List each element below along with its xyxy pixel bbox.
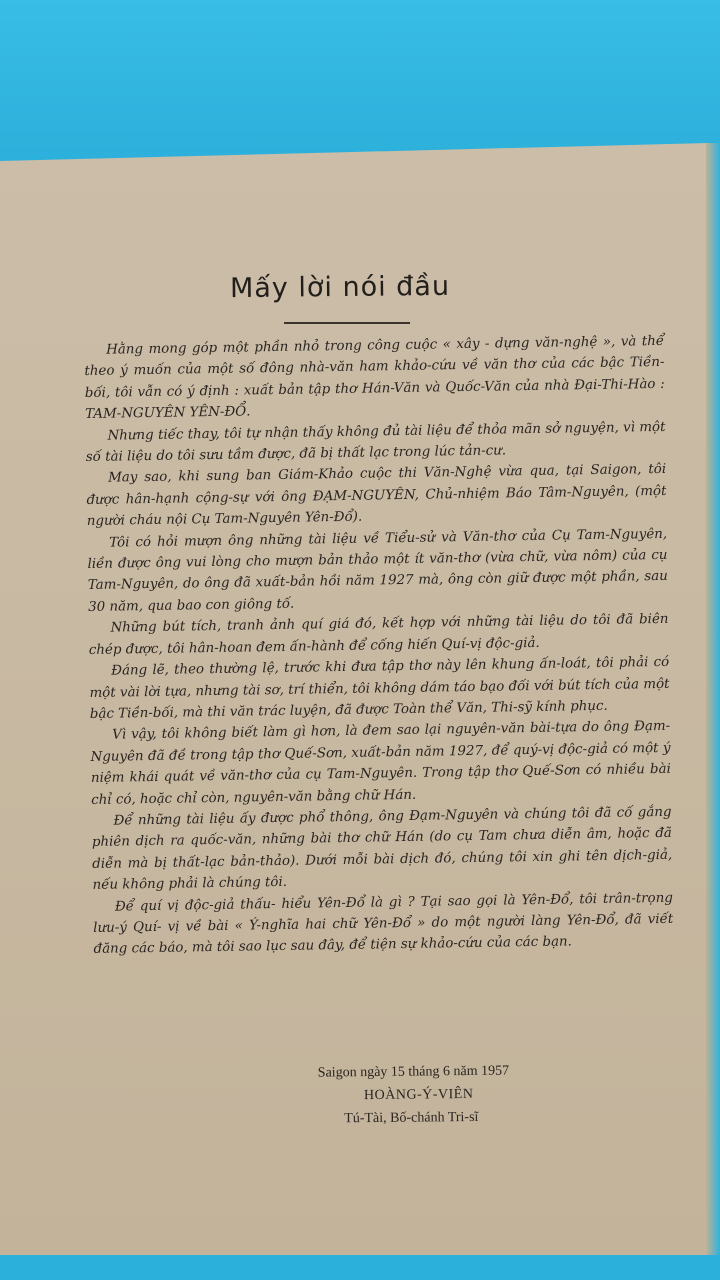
title-underline <box>284 322 410 324</box>
page-title: Mấy lời nói đầu <box>229 270 451 305</box>
paragraph: Nhưng tiếc thay, tôi tự nhận thấy không đủ tài liệu để thỏa mãn sở nguyện, vì một số tài liệu do tôi sưu tầm được, đã bị thất lạc trong lúc tản-cư. <box>85 419 666 466</box>
paragraph: Để quí vị độc-giả thấu- hiểu Yên-Đổ là gì ? Tại sao gọi là Yên-Đổ, tôi trân-trọng lưu-ý Quí- vị về bài « Ý-nghĩa hai chữ Yên-Đổ » do một người làng Yên-Đổ, đã viết đăng các báo, mà tôi sao lục sau đây, để tiện sự khảo-cứu của các bạn. <box>93 890 674 958</box>
paragraph: Đáng lẽ, theo thường lệ, trước khi đưa tập thơ này lên khung ấn-loát, tôi phải có một vài lời tựa, nhưng tài sơ, trí thiển, tôi không dám táo bạo đối với bút tích của một bậc Tiền-bối, mà thi văn trác luyện, đã được Toàn thể Văn, Thi-sỹ kính phục. <box>89 654 670 722</box>
paragraph: Hằng mong góp một phần nhỏ trong công cuộc « xây - dựng văn-nghệ », và thể theo ý muốn của một số đông nhà-văn ham khảo-cứu về văn thơ của các bậc Tiền-bối, tôi vẫn có ý định : xuất bản tập thơ Hán-Văn và Quốc-Văn của nhà Đại-Thi-Hào : TAM-NGUYÊN YÊN-ĐỔ. <box>84 333 665 423</box>
signature-credentials: Tú-Tài, Bố-chánh Tri-sĩ <box>344 1109 479 1127</box>
signature-place-date: Saigon ngày 15 tháng 6 năm 1957 <box>317 1063 510 1081</box>
paragraph: Tôi có hỏi mượn ông những tài liệu về Tiểu-sử và Văn-thơ của Cụ Tam-Nguyên, liền được ông vui lòng cho mượn bản thảo một ít văn-thơ (vừa chữ, vừa nôm) của cụ Tam-Nguyên, do ông đã xuất-bản hồi năm 1927 mà, ông còn giữ được một phần, sau 30 năm, qua bao con giông tố. <box>87 526 668 615</box>
paragraph: Vì vậy, tôi không biết làm gì hơn, là đem sao lại nguyên-văn bài-tựa do ông Đạm-Nguyên đã đề trong tập thơ Quế-Sơn, xuất-bản năm 1927, để quý-vị độc-giả có một ý niệm khái quát về văn-thơ của cụ Tam-Nguyên. Trong tập thơ Quế-Sơn có nhiều bài chỉ có, hoặc chỉ còn, nguyên-văn bằng chữ Hán. <box>90 719 671 808</box>
paragraph: Những bút tích, tranh ảnh quí giá đó, kết hợp với những tài liệu do tôi đã biên chép được, tôi hân-hoan đem ấn-hành để cống hiến Quí-vị độc-giả. <box>88 612 669 658</box>
signature-name: HOÀNG-Ý-VIÊN <box>363 1086 474 1104</box>
background-bottom <box>0 1255 720 1280</box>
paper-edge-shadow <box>706 143 720 1255</box>
background-surface <box>0 0 720 165</box>
paragraph: Để những tài liệu ấy được phổ thông, ông Đạm-Nguyên và chúng tôi đã cố gắng phiên dịch ra quốc-văn, những bài thơ chữ Hán (do cụ Tam chưa diễn âm, hoặc đã diễn mà bị thất-lạc bản-thảo). Dưới mỗi bài dịch đó, chúng tôi xin ghi tên dịch-giả, nếu không phải là chúng tôi. <box>91 804 673 894</box>
signature-block <box>318 1058 619 1130</box>
paragraph: May sao, khi sung ban Giám-Khảo cuộc thi Văn-Nghệ vừa qua, tại Saigon, tôi được hân-hạnh cộng-sự với ông ĐẠM-NGUYÊN, Chủ-nhiệm Báo Tâm-Nguyên, (một người cháu nội Cụ Tam-Nguyên Yên-Đổ). <box>86 462 667 530</box>
preface-body <box>84 331 674 961</box>
